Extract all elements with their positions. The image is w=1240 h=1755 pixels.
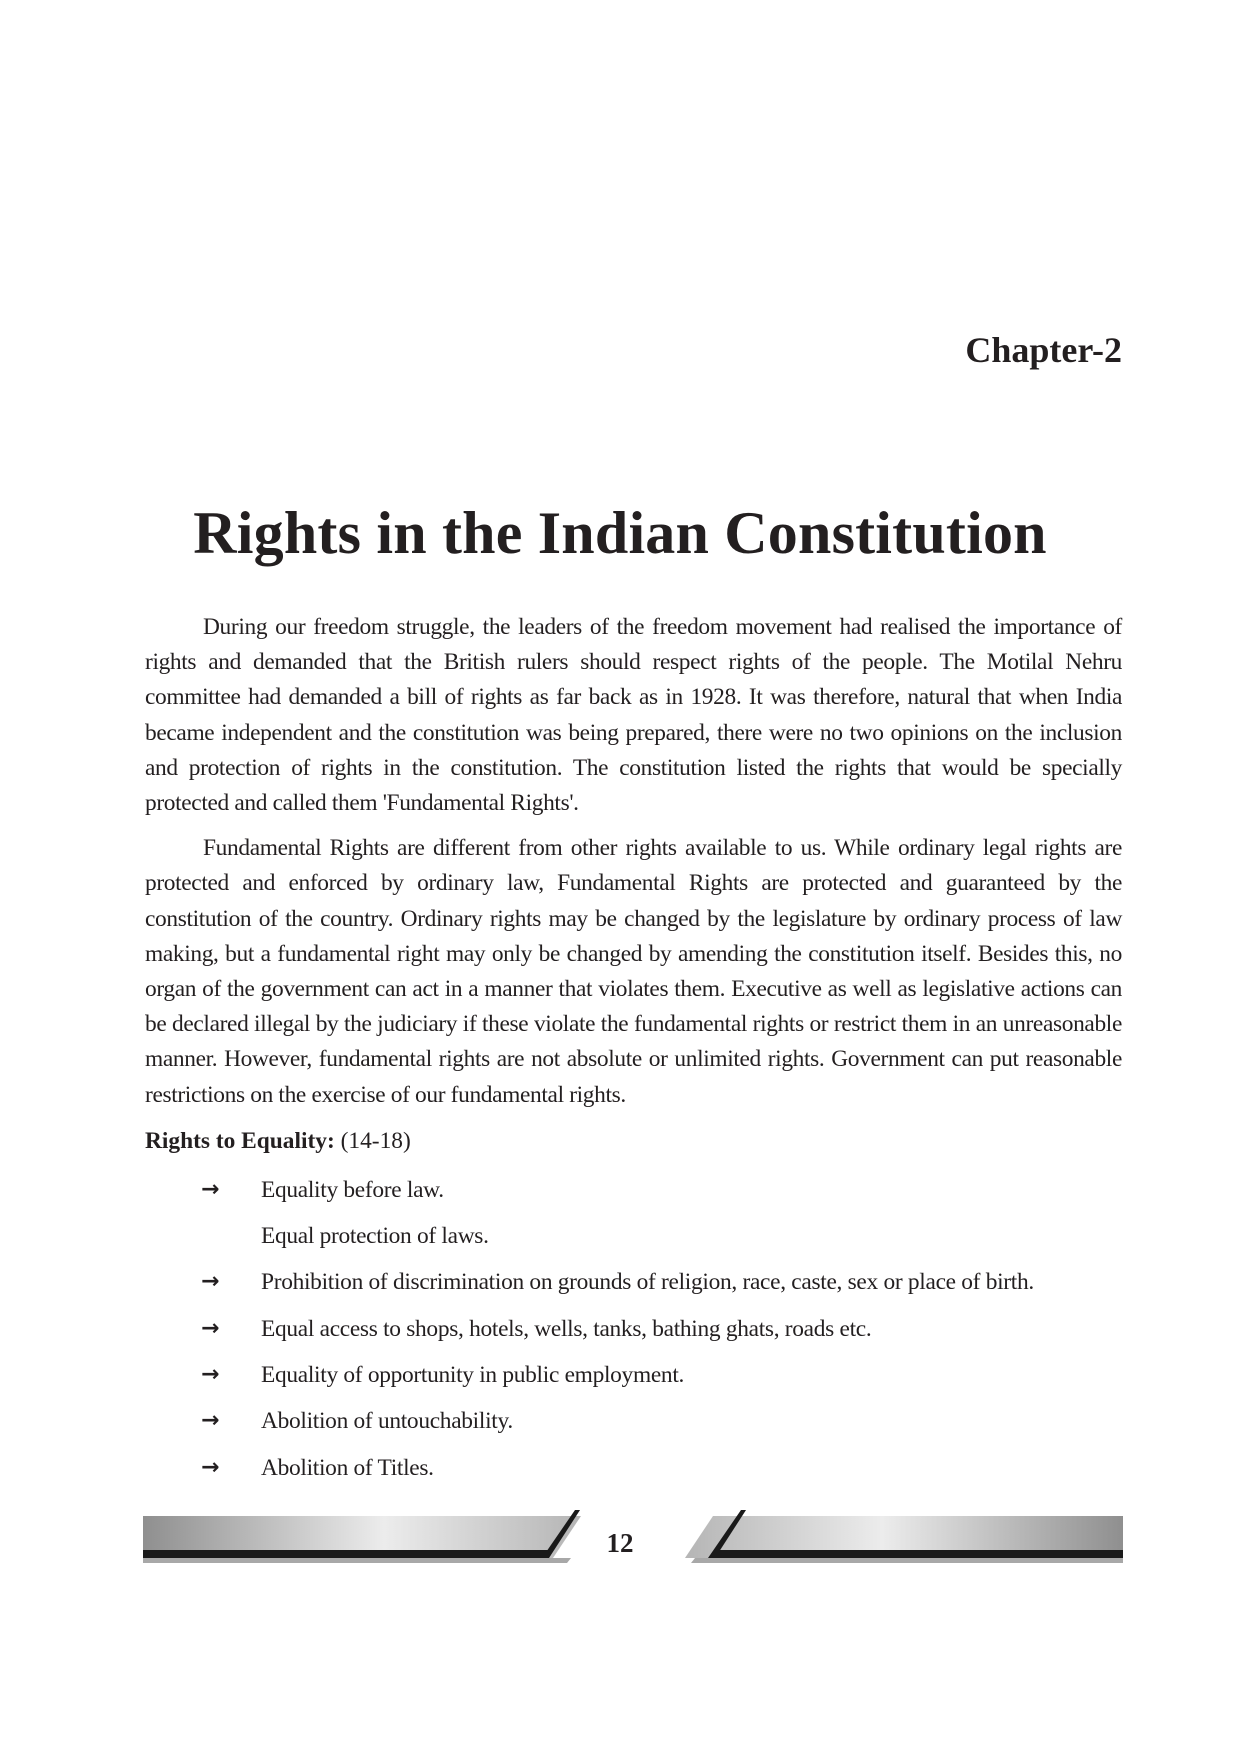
arrow-icon: → xyxy=(201,1408,220,1434)
paragraph-fundamental-rights: Fundamental Rights are different from other rights available to us. While ordinary legal rights are protected and enforced by ordinary law, Fundamental Rights are protected and guaranteed by the constitution of the country. Ordinary rights may be changed by the legislature by ordinary process of law making, but a fundamental right may only be changed by amending the constitution itself. Besides this, no organ of the government can act in a manner that violates them. Executive as well as legislative actions can be declared illegal by the judiciary if these violate the fundamental rights or restrict them in an unreasonable manner. However, fundamental rights are not absolute or unlimited rights. Government can put reasonable restrictions on the exercise of our fundamental rights. xyxy=(145,835,1122,1108)
arrow-icon: → xyxy=(201,1315,220,1341)
list-item-text: Equality before law. xyxy=(261,1176,444,1203)
list-item xyxy=(145,1213,1122,1259)
list-item xyxy=(145,1398,1122,1444)
list-item xyxy=(145,1445,1122,1491)
list-item xyxy=(145,1259,1122,1305)
arrow-icon: → xyxy=(201,1176,220,1202)
page-number: 12 xyxy=(606,1528,634,1558)
list-item-text: Prohibition of discrimination on grounds of religion, race, caste, sex or place of birth. xyxy=(261,1269,1034,1296)
list-item-text: Abolition of Titles. xyxy=(261,1454,434,1481)
equality-rights-list xyxy=(145,1167,1122,1491)
arrow-icon: → xyxy=(201,1454,220,1480)
list-item xyxy=(145,1352,1122,1398)
footer-right-band xyxy=(685,1510,1123,1563)
list-item-text: Equality of opportunity in public employment. xyxy=(261,1362,685,1389)
section-heading xyxy=(145,1124,1122,1159)
chapter-label: Chapter-2 xyxy=(965,330,1122,370)
section-heading-title: Rights to Equality: xyxy=(145,1127,335,1154)
arrow-icon: → xyxy=(201,1362,220,1388)
list-item-text: Equal access to shops, hotels, wells, tanks, bathing ghats, roads etc. xyxy=(261,1315,872,1342)
arrow-icon: → xyxy=(201,1269,220,1295)
list-item-text: Equal protection of laws. xyxy=(261,1223,489,1250)
paragraph-freedom-struggle: During our freedom struggle, the leaders of the freedom movement had realised the importance of rights and demanded that the British rulers should respect rights of the people. The Motilal Nehru committee had demanded a bill of rights as far back as in 1928. It was therefore, natural that when India became independent and the constitution was being prepared, there were no two opinions on the inclusion and protection of rights in the constitution. The constitution listed the rights that would be specially protected and called them 'Fundamental Rights'. xyxy=(145,614,1122,817)
section-heading-articles: (14-18) xyxy=(340,1127,411,1154)
list-item xyxy=(145,1306,1122,1352)
body-text xyxy=(145,610,1122,1491)
list-item xyxy=(145,1167,1122,1213)
list-item-text: Abolition of untouchability. xyxy=(261,1408,513,1435)
footer-left-band xyxy=(143,1510,581,1563)
page-title: Rights in the Indian Constitution xyxy=(193,500,1047,566)
